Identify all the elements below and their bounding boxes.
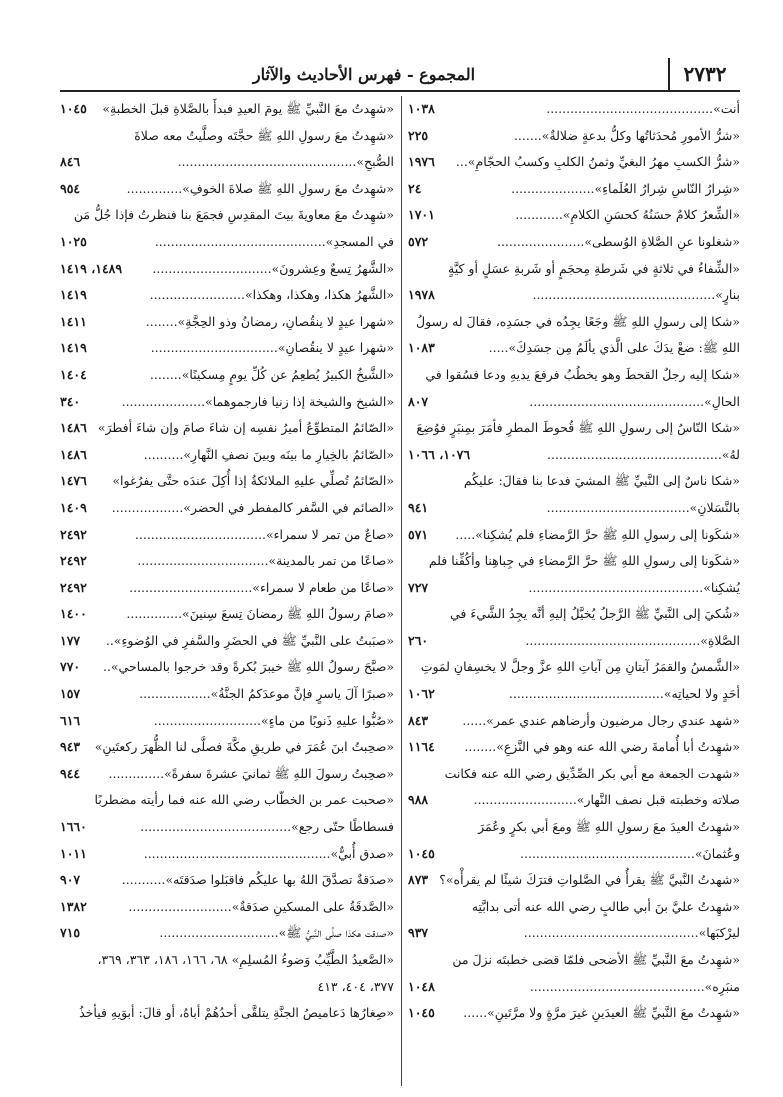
entry-text: «شهرا عيدٍ لا ينقُصانِ»................................ (150, 340, 394, 356)
index-entry (60, 468, 394, 495)
index-entry (408, 229, 740, 256)
entry-continuation: الصَّلاةِ»............................................ (525, 632, 740, 648)
entry-page-ref: ١٤٨٩، ١٤١٩ (60, 260, 123, 276)
index-entry (60, 522, 394, 549)
entry-page-ref: ١١٦٤ (408, 739, 435, 755)
entry-page-ref: ٢٦٠ (408, 632, 429, 648)
entry-continuation: ٣٧٧، ٤٠٤، ٤١٣ (317, 978, 394, 994)
index-entry (408, 415, 740, 468)
index-entry (60, 708, 394, 735)
entry-text: «شهِدتُ معَ النَّبيِّ ﷺ العيدَينِ غيرَ مرَّةٍ ولا مرَّتَينِ»...... (463, 1005, 740, 1021)
index-entry (408, 362, 740, 415)
entry-page-ref: ٩٣٧ (408, 925, 429, 941)
entry-text: «الصّائمُ بالخِيارِ ما بينَه وبينَ نصفِ النَّهارِ».......... (143, 446, 394, 462)
entry-page-ref: ٥٧١ (408, 526, 429, 542)
entry-text: «شرُّ الكسبِ مهرُ البغيِّ وثمنُ الكلبِ وكسبُ الحجّامِ»... (455, 154, 740, 170)
entry-text: «الشِّفاءُ في ثلاثةٍ في شَرطةِ مِحجَمٍ أو شَربةِ عسَلٍ أو كيَّةٍ (448, 260, 740, 276)
entry-page-ref: ١٠٤٥ (408, 1005, 435, 1021)
index-entry (60, 256, 394, 283)
entry-continuation: اللهِ ﷺ: ضعْ يدَكَ على الَّذي يألَمُ مِن جسَدِكَ»..... (488, 340, 740, 356)
entry-text: «شِرارُ النّاسِ شِرارُ العُلَماءِ»..................... (511, 180, 740, 196)
entry-text: «صِغارُها دَعاميصُ الجنَّةِ يتلقَّى أحدُهُمْ أباهُ، أو قالَ: أبوَيهِ فيأخذُ (79, 1005, 394, 1021)
entry-text: «شكا ناسٌ إلى النَّبيِّ ﷺ المشيَ فدعا بنا فقالَ: عليكُم (463, 473, 740, 489)
index-entry (408, 123, 740, 150)
entry-page-ref: ١٠١١ (60, 845, 87, 861)
entry-page-ref: ٣٤٠ (60, 393, 81, 409)
entry-page-ref: ٧٧٠ (60, 659, 81, 675)
index-entry (408, 176, 740, 203)
entry-text: «صُبُّوا عليهِ ذَنوبًا من ماءٍ»........................... (153, 712, 394, 728)
index-entry (408, 894, 740, 947)
entry-text: «شغلونا عنِ الصَّلاةِ الوُسطى»...................... (496, 233, 740, 249)
entry-page-ref: ١٠٢٥ (60, 233, 87, 249)
index-entry (60, 575, 394, 602)
entry-continuation: وعُثمانَ»............................................ (520, 845, 740, 861)
entry-text: «شكا إليه رجلٌ القحطَ وهو يخطُبُ فرفعَ يديهِ ودعا فسُقوا في (425, 366, 740, 382)
entry-page-ref: ١٠٤٥ (408, 845, 435, 861)
index-entry (408, 522, 740, 549)
entry-text: «صبرًا آلَ ياسرٍ فإنَّ موعدَكمُ الجنَّةُ».................. (139, 686, 394, 702)
entry-page-ref: ٨٤٣ (408, 712, 429, 728)
entry-page-ref: ٢٤٩٢ (60, 526, 87, 542)
entry-page-ref: ١٤٠٤ (60, 366, 87, 382)
index-entry (60, 202, 394, 255)
entry-continuation: بنارٍ».............................................. (532, 287, 740, 303)
entry-text: «الشيخ والشيخة إذا زنيا فارجموهما»..................... (121, 393, 394, 409)
entry-page-ref: ٢٢٥ (408, 127, 429, 143)
entry-page-ref: ١٠٣٨ (408, 101, 435, 116)
entry-page-ref: ٩٨٨ (408, 792, 429, 808)
entry-text: «شهدتُ النَّبيَّ ﷺ يقرأُ في الصَّلواتِ فترَكَ شيئًا لم يقرأْه»؟ (439, 872, 740, 888)
entry-page-ref: ٨٧٣ (408, 872, 429, 888)
entry-text: «الصَّعيدُ الطَّيِّبُ وَضوءُ المُسلِمِ» ٦٨، ١٦٦، ١٨٦، ٣٦٣، ٣٦٩، (97, 952, 394, 967)
entry-page-ref: ١٦٦٠ (60, 819, 87, 835)
entry-page-ref: ١٠٦٢ (408, 686, 435, 702)
entry-continuation: بالنَّسَلانِ».................................... (546, 499, 740, 515)
entry-text: «صاعٌ من تمر لا سمراء»................................. (134, 526, 394, 542)
page-header (60, 58, 740, 92)
index-entry (408, 468, 740, 521)
entry-text: «الصائم في السَّفر كالمفطر في الحضر».................. (111, 499, 394, 515)
entry-text: «صحِبتُ رسولَ اللهِ ﷺ ثمانيَ عشرةَ سفرةً».............. (108, 765, 394, 781)
index-entry (408, 654, 740, 707)
entry-page-ref: ١٤٠٩ (60, 499, 87, 515)
entry-text: «شهرا عيدٍ لا ينقُصانِ، رمضانُ وذو الحِجَّةِ»........ (145, 313, 394, 329)
entry-text: «شهِدتُ أبا أُمامةَ رضي الله عنه وهو في النَّزعِ»........ (464, 739, 740, 755)
index-entry (408, 256, 740, 309)
entry-text: «شهد عندي رجال مرضيون وأرضاهم عندي عمر»...... (462, 712, 740, 728)
entry-text: «شهِدتُ عليَّ بنَ أبي طالبٍ رضي الله عنه أتى بدابَّتِه (471, 898, 740, 914)
entry-page-ref: ١٤١٩ (60, 340, 87, 356)
index-entry (408, 309, 740, 362)
entry-text: «الشَّيخُ الكبيرُ يُطعِمُ عن كُلِّ يومٍ مِسكينًا»........ (149, 366, 394, 382)
entry-text: «صاعًا من تمر بالمدينة»................................. (137, 553, 394, 569)
entry-text: «شكَونا إلى رسولِ اللهِ ﷺ حرَّ الرَّمضاءِ في جِباهِنا وأكُفِّنا فلم (428, 553, 740, 569)
index-entry (60, 335, 394, 362)
entry-continuation: في المسجدِ»........................................... (154, 233, 394, 249)
entry-page-ref: ١٤٠٠ (60, 606, 87, 622)
index-entry (408, 761, 740, 814)
index-entry (408, 601, 740, 654)
entry-page-ref: ١٧٧ (60, 632, 81, 648)
entry-page-ref: ١٧٠١ (408, 207, 435, 223)
index-entry (60, 920, 394, 947)
entry-text: «الصَّدقَةُ على المسكينِ صدَقةٌ».......................... (128, 898, 394, 914)
entry-page-ref: ٩٤٤ (60, 765, 81, 781)
index-entry (60, 442, 394, 469)
page-title: المجموع - فهرس الأحاديث والآثار (252, 64, 476, 84)
entry-text: «شهِدتُ معَ رسولِ اللهِ ﷺ صلاةَ الخوفِ».............. (126, 180, 394, 196)
entry-page-ref: ٦١٦ (60, 712, 81, 728)
entry-page-ref: ١٠٤٥ (60, 101, 87, 116)
entry-page-ref: ٢٤٩٢ (60, 579, 87, 595)
entry-text: «شهِدتُ معَ معاويةَ بيتَ المقدِسِ فجمَعَ بنا فنظرتُ فإذا جُلُّ مَن (73, 207, 394, 223)
entry-text: «صبَبتُ على النَّبيِّ ﷺ في الحضَرِ والسَّفرِ في الوُضوءِ».. (105, 632, 394, 648)
index-entry (408, 1000, 740, 1027)
entry-text: «صدَقةٌ تصدَّقَ اللهُ بها عليكُم فاقبَلوا صدَقتَه»........... (121, 872, 394, 888)
index-entry (60, 495, 394, 522)
entry-text: أنت».......................................... (546, 101, 740, 116)
entry-text: «الشَّهرُ تِسعٌ وعِشرونَ».............................. (152, 260, 394, 276)
entry-continuation: فسطاطًا حتّى رجع»...................................... (140, 819, 394, 835)
index-entry (408, 734, 740, 761)
index-entry (60, 947, 394, 1000)
entry-page-ref: ٢٤٩٢ (60, 553, 87, 569)
entry-text: «الشَّهرُ هكذا، وهكذا، وهكذا»........................ (149, 287, 394, 303)
index-entry (60, 415, 394, 442)
index-entry (60, 628, 394, 655)
entry-continuation: الحالِ»............................................ (529, 393, 740, 409)
entry-continuation: ليرْكبَها»............................................ (523, 925, 740, 941)
entry-page-ref: ٨٤٦ (60, 154, 81, 170)
index-entry (408, 96, 740, 123)
index-entry (60, 1000, 394, 1027)
entry-page-ref: ١٥٧ (60, 686, 81, 702)
entry-text: «شهدت الجمعة مع أبي بكر الصِّدِّيق رضي الله عنه فكانت (444, 765, 740, 781)
entry-page-ref: ٢٤ (408, 180, 422, 196)
index-entry (60, 282, 394, 309)
index-entry (408, 149, 740, 176)
index-entry (60, 548, 394, 575)
index-entry (60, 362, 394, 389)
column-divider (401, 96, 402, 1086)
entry-page-ref: ٨٠٧ (408, 393, 429, 409)
entry-text: «شهِدتُ معَ رسولِ اللهِ ﷺ حجَّتَه وصلَّيتُ معه صلاةَ (134, 127, 394, 143)
entry-page-ref: ٥٧٢ (408, 233, 429, 249)
index-entry (60, 309, 394, 336)
index-entry (60, 96, 394, 123)
entry-text: «شكا إلى رسولِ اللهِ ﷺ وجَعًا يجِدُه في جسَدِه، فقالَ له رسولُ (416, 313, 740, 329)
entry-page-ref: ١٩٧٦ (408, 154, 435, 170)
entry-continuation: يُشكِنا»............................................ (528, 579, 740, 595)
entry-text: «صدقت هكذا صلَّى النَّبيُّ ﷺ».............................. (159, 925, 394, 941)
entry-text: «شهِدتُ معَ النَّبيِّ ﷺ الأضحى فلمّا قضى خطبتَه نزلَ من (452, 952, 740, 967)
entry-page-ref: ١٤١٩ (60, 287, 87, 303)
entry-text: «الصّائمُ تُصلِّي عليهِ الملائكةُ إذا أُكِلَ عندَه حتَّى يفرُغوا» (112, 473, 394, 489)
entry-text: «شكا النّاسُ إلى رسولِ اللهِ ﷺ قُحوطَ المطرِ فأمَرَ بمِنبَرٍ فوُضِعَ (416, 420, 740, 436)
entry-text: «صحبت عمر بن الخطّاب رضي الله عنه فما رأيته مضطربًا (94, 792, 394, 808)
entry-text: «صبَّحَ رسولُ اللهِ ﷺ خيبرَ بُكرةً وقد خرجوا بالمساحي».. (102, 659, 394, 675)
entry-text: «الشِّعرُ كلامٌ حسَنُهُ كحسَنِ الكلامِ»............ (515, 207, 740, 223)
index-entry (60, 841, 394, 868)
index-entry (408, 814, 740, 867)
entry-page-ref: ٩٤٣ (60, 739, 81, 755)
entry-page-ref: ٧٢٧ (408, 579, 429, 595)
right-column (408, 96, 740, 1027)
entry-page-ref: ١٤١١ (60, 313, 87, 329)
entry-text: «شهِدتُ معَ النَّبيِّ ﷺ يومَ العيدِ فبدأَ بالصَّلاةِ قبلَ الخطبةِ» (102, 101, 394, 116)
entry-text: «شهِدتُ العيدَ معَ رسولِ اللهِ ﷺ ومعَ أبي بكرٍ وعُمَرَ (478, 819, 740, 835)
index-entry (408, 202, 740, 229)
entry-page-ref: ١٠٤٨ (408, 978, 435, 994)
entry-page-ref: ١٤٨٦ (60, 420, 87, 436)
left-column (60, 96, 394, 1027)
index-entry (408, 867, 740, 894)
index-entry (60, 734, 394, 761)
entry-continuation: الصُّبحِ»............................................. (177, 154, 394, 170)
index-entry (60, 176, 394, 203)
entry-text: «صاعًا من طعام لا سمراء»............................... (129, 579, 394, 595)
index-entry (60, 787, 394, 840)
entry-continuation: منبَرِه»............................................ (529, 978, 740, 994)
index-entry (60, 894, 394, 921)
entry-text: «شُكيَ إلى النَّبيِّ ﷺ الرَّجلُ يُخيَّلُ إليهِ أنَّه يجِدُ الشَّيءَ في (449, 606, 740, 622)
entry-page-ref: ٩٠٧ (60, 872, 81, 888)
entry-page-ref: ١٠٨٣ (408, 340, 435, 356)
entry-page-ref: ٩٥٤ (60, 180, 81, 196)
entry-page-ref: ١٠٧٦، ١٠٦٦ (408, 446, 471, 462)
entry-page-ref: ١٣٨٢ (60, 898, 87, 914)
entry-text: «صدق أُبيٌّ»............................................... (143, 845, 394, 861)
index-entry (60, 601, 394, 628)
index-entry (60, 681, 394, 708)
index-entry (60, 389, 394, 416)
index-entry (408, 947, 740, 1000)
index-entry (408, 708, 740, 735)
entry-page-ref: ٩٤١ (408, 499, 429, 515)
entry-continuation: أحَدٍ ولا لحياتِه»....................................... (508, 686, 740, 702)
entry-text: «الشَّمسُ والقمَرُ آيتانِ مِن آياتِ اللهِ عزَّ وجلَّ لا يخسِفانِ لمَوتِ (420, 659, 740, 675)
entry-page-ref: ٧١٥ (60, 925, 81, 941)
index-entry (60, 761, 394, 788)
entry-page-ref: ١٤٧٦ (60, 473, 87, 489)
index-entry (60, 654, 394, 681)
index-entry (60, 123, 394, 176)
page-number: ٢٧٣٢ (668, 58, 740, 90)
entry-continuation: صلاته وخطبته قبل نصف النَّهار».......................... (473, 792, 740, 808)
entry-text: «الصّائمُ المتطوِّعُ أميرُ نفسِه إن شاءَ صامَ وإن شاءَ أفطرَ» (97, 420, 394, 436)
index-entry (408, 548, 740, 601)
entry-page-ref: ١٤٨٦ (60, 446, 87, 462)
entry-continuation: لهُ»............................................ (547, 446, 740, 462)
entry-text: «صحِبتُ ابنَ عُمَرَ في طريقِ مكَّةَ فصلَّى لنا الظُّهرَ ركعتَينِ» (94, 739, 394, 755)
entry-text: «شكَونا إلى رسولِ اللهِ ﷺ حرَّ الرَّمضاءِ فلم يُشكِنا»..... (455, 526, 740, 542)
entry-text: «صامَ رسولُ اللهِ ﷺ رمضانَ تِسعَ سِنينَ».............. (126, 606, 394, 622)
entry-text: «شرُّ الأمورِ مُحدَثاتُها وكلُّ بدعةٍ ضلالةٌ»....... (513, 127, 740, 143)
index-entry (60, 867, 394, 894)
entry-page-ref: ١٩٧٨ (408, 287, 435, 303)
